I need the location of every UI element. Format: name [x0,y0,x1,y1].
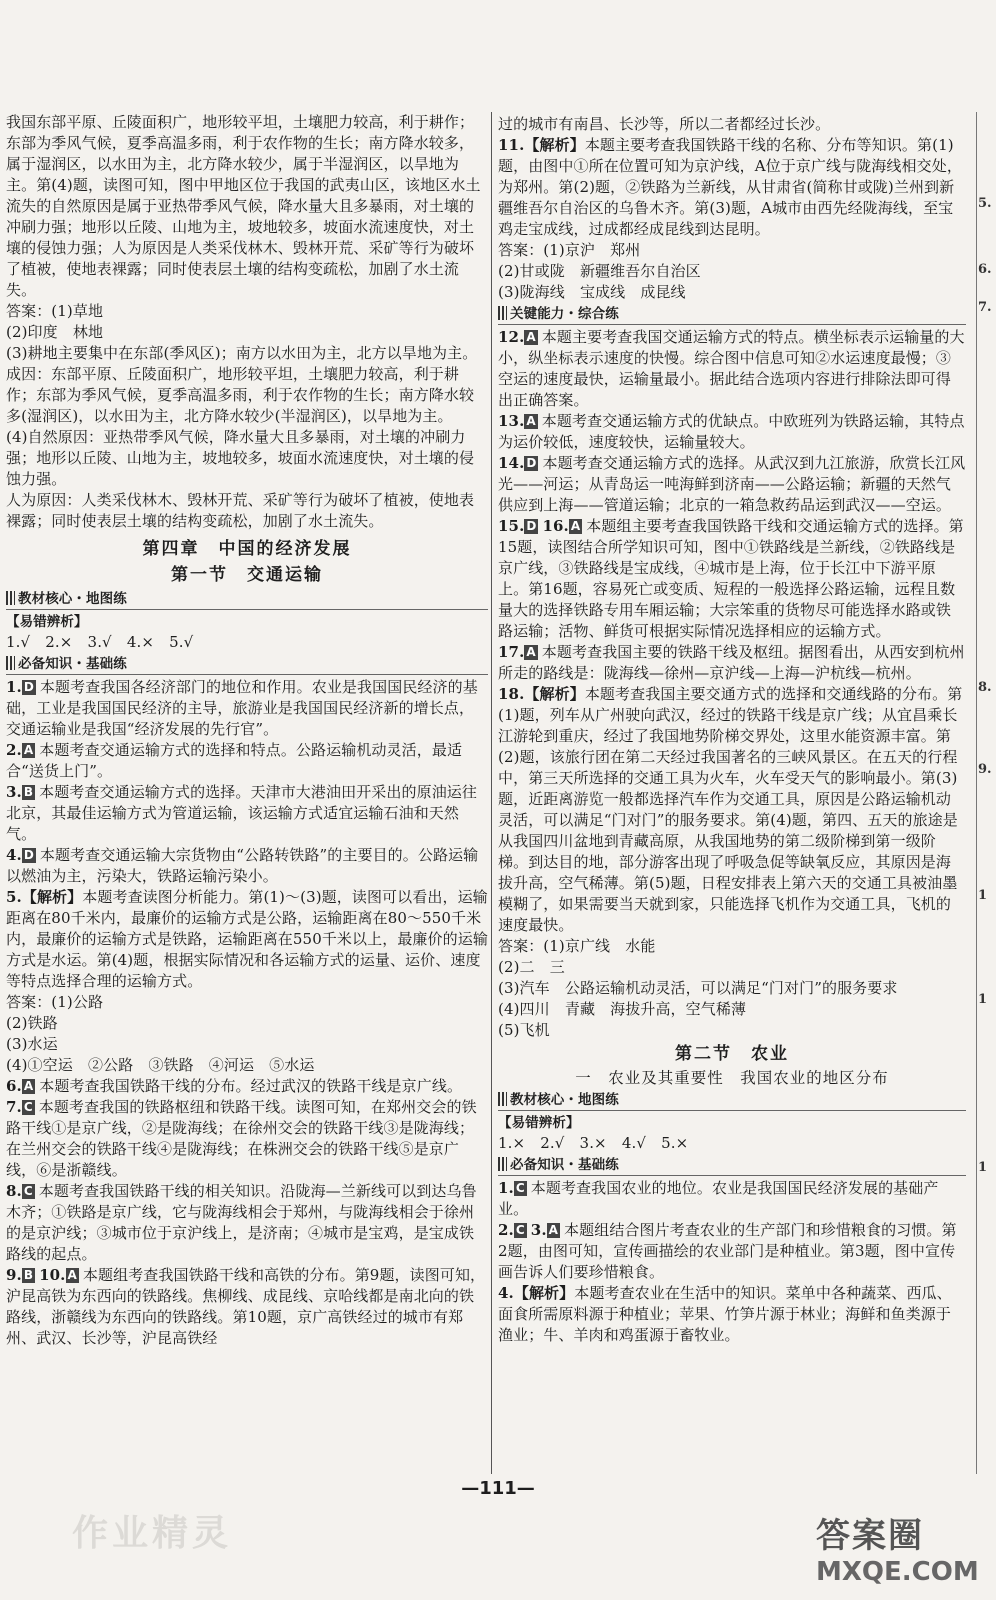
edge-char: 7. [978,300,992,315]
answer-line: (3)汽车 公路运输机动灵活，可以满足“门对门”的服务要求 [498,979,898,997]
question-item: 9. B 10. A 本题组考查我国铁路干线和高铁的分布。第9题，读图可知，沪昆高铁为东西向的铁路线。焦柳线、成昆线、京哈线都是南北向的铁路线，浙赣线为东西向的铁路线。第10题，京广高铁经过的城市有郑州、武汉、长沙等，沪昆高铁经 [6,1266,486,1347]
question-item: 14. D 本题考查交通运输方式的选择。从武汉到九江旅游，欣赏长江风光——河运；从青岛运一吨海鲜到济南——公路运输；新疆的天然气供应到上海——管道运输；北京的一箱急救药品运到武汉——空运。 [498,454,966,514]
question-item: 7. C 本题考查我国的铁路枢纽和铁路干线。读图可知，在郑州交会的铁路干线①是京广线，②是陇海线；在徐州交会的铁路干线③是陇海线；在兰州交会的铁路干线④是陇海线；在株洲交会的铁路干线⑤是京广线，⑥是浙赣线。 [6,1098,477,1179]
edge-char: 1 [978,1160,988,1175]
question-item: 4. D 本题考查交通运输大宗货物由“公路转铁路”的主要目的。公路运输以燃油为主，污染大，铁路运输污染小。 [6,846,479,885]
answer-box: B [23,1268,34,1282]
left-column [6,112,488,1349]
answer-box: B [23,785,34,799]
question-item: 15. D 16. A 本题组主要考查我国铁路干线和交通运输方式的选择。第15题，读图结合所学知识可知，图中①铁路线是兰新线，②铁路线是京广线，③铁路线是宝成线，④城市是上海，位于长江中下游平原上。第16题，容易死亡或变质、短程的一般选择公路运输，远程且数量大的选择铁路专用车厢运输；大宗笨重的货物尽可能选择水路或铁路运输；活物、鲜货可根据实际情况选择相应的运输方式。 [498,517,964,640]
answer-box: A [526,414,536,428]
judge-answers: 1.√ 2.× 3.√ 4.× 5.√ [6,633,194,651]
watermark-right [816,1508,986,1588]
banner-mark-icon [498,1092,507,1106]
answer-box: A [23,1079,34,1093]
banner-mark-icon [498,306,507,320]
edge-char: 6. [978,262,992,277]
answer-box: C [23,1184,33,1198]
question-item: 8. C 本题考查我国铁路干线的相关知识。沿陇海—兰新线可以到达乌鲁木齐；①铁路是京广线，它与陇海线相会于郑州，与陇海线相会于徐州的是京沪线；③城市位于京沪线上，是济南；④城市是宝鸡，是宝成铁路线的起点。 [6,1182,477,1263]
question-item: 18.【解析】本题考查我国主要交通方式的选择和交通线路的分布。第(1)题，列车从广州驶向武汉，经过的铁路干线是京广线；从宜昌乘长江游轮到重庆，经过了我国地势阶梯交界处，这里水能资源丰富。第(2)题，该旅行团在第二天经过我国著名的三峡风景区。在五天的行程中，第三天所选择的交通工具为火车，火车受天气的影响最小。第(3)题，近距离游览一般都选择汽车作为交通工具，原因是公路运输机动灵活，可以满足“门对门”的服务要求。第(4)题，第四、五天的旅途是从我国四川盆地到青藏高原，从我国地势的第二级阶梯到第一级阶梯。到达目的地，部分游客出现了呼吸急促等缺氧反应，其原因是海拔升高，空气稀薄。第(5)题，日程安排表上第六天的交通工具被油墨模糊了，如果需要当天就到家，只能选择飞机作为交通工具，飞机的速度最快。 [498,685,963,934]
answer-box: C [23,1100,33,1114]
answer-box: A [23,743,34,757]
answer-line: 答案：(1)草地 [6,302,104,320]
page-number: —111— [461,1478,535,1499]
error-analysis-tag: 【易错辨析】 [498,1115,580,1131]
question-item: 12. A 本题主要考查我国交通运输方式的特点。横坐标表示运输量的大小，纵坐标表示速度的快慢。综合图中信息可知②水运速度最慢；③空运的速度最快，运输量最小。据此结合选项内容进行排除法即可得出正确答案。 [498,328,965,409]
answer-box: A [67,1268,77,1282]
answer-line: (2)甘或陇 新疆维吾尔自治区 [498,262,701,280]
banner-mark-icon [6,656,15,670]
answer-line: (3)耕地主要集中在东部(季风区)；南方以水田为主，北方以旱地为主。 [6,344,478,362]
section-title: 第一节 交通运输 [171,565,323,585]
edge-char: 1 [978,992,988,1007]
question-item: 1. D 本题考查我国各经济部门的地位和作用。农业是我国国民经济的基础，工业是我国国民经济的主导，旅游业是我国国民经济新的增长点，交通运输业是我国“经济发展的先行官”。 [6,678,478,738]
banner-core: 教材核心・地图练 [6,590,488,610]
answer-line: 答案：(1)京沪 郑州 [498,241,641,259]
answer-box: A [548,1223,559,1237]
question-item: 2. C 3. A 本题组结合图片考查农业的生产部门和珍惜粮食的习惯。第2题，由图可知，宣传画描绘的农业部门是种植业。第3题，图中宣传画告诉人们要珍惜粮食。 [498,1221,957,1281]
question-item: 4.【解析】本题考查农业在生活中的知识。菜单中各种蔬菜、西瓜、面食所需原料源于种植业；苹果、竹笋片源于林业；海鲜和鱼类源于渔业；牛、羊肉和鸡蛋源于畜牧业。 [498,1284,952,1344]
question-item: 2. A 本题考查交通运输方式的选择和特点。公路运输机动灵活，最适合“送货上门”。 [6,741,463,780]
paragraph: 我国东部平原、丘陵面积广，地形较平坦，土壤肥力较高，利于耕作；东部为季风气候，夏季高温多雨，利于农作物的生长；南方降水较多，属于湿润区，以水田为主，北方降水较少，属于半湿润区，以旱地为主。第(4)题，读图可知，图中甲地区位于我国的武夷山区，该地区水土流失的自然原因是属于亚热带季风气候，降水量大且多暴雨，对土壤的冲刷力强；地形以丘陵、山地为主，坡地较多，坡面水流速度快，对土壤的侵蚀力强；人为原因是人类采伐林木、毁林开荒、采矿等行为破坏了植被，使地表裸露；同时使表层土壤的结构变疏松，加剧了水土流失。 [6,113,481,299]
answer-line: (5)飞机 [498,1021,550,1039]
answer-box: A [526,330,536,344]
watermark-logo-text: 答案圈 [816,1516,924,1556]
answer-box: D [23,848,34,862]
question-item: 3. B 本题考查交通运输方式的选择。天津市大港油田开采出的原油运往北京，其最佳运输方式为管道运输，该运输方式适宜运输石油和天然气。 [6,783,478,843]
answer-line: 人为原因：人类采伐林木、毁林开荒、采矿等行为破坏了植被，使地表裸露；同时使表层土壤的结构变疏松，加剧了水土流失。 [6,491,475,530]
answer-box: D [526,519,537,533]
watermark-url: MXQE.COM [816,1557,979,1587]
answer-line: 答案：(1)京广线 水能 [498,937,656,955]
answer-line: 答案：(1)公路 [6,993,104,1011]
right-column [498,114,966,1346]
chapter-title: 第四章 中国的经济发展 [142,539,352,559]
section-title: 第二节 农业 [675,1044,789,1064]
answer-box: A [526,645,536,659]
answer-line: (4)①空运 ②公路 ③铁路 ④河运 ⑤水运 [6,1056,315,1074]
banner-key: 关键能力・综合练 [498,305,966,325]
page-edge-line [976,112,977,1474]
answer-box: C [515,1181,525,1195]
answer-box: C [515,1223,525,1237]
banner-mark-icon [498,1157,507,1171]
edge-char: 8. [978,680,992,695]
answer-line: (2)二 三 [498,958,565,976]
question-item: 17. A 本题考查我国主要的铁路干线及枢纽。据图看出，从西安到杭州所走的路线是：陇海线—徐州—京沪线—上海—沪杭线—杭州。 [498,643,965,682]
question-item: 6. A 本题考查我国铁路干线的分布。经过武汉的铁路干线是京广线。 [6,1077,463,1095]
edge-char: 1 [978,888,988,903]
edge-char: 5. [978,196,992,211]
answer-box: A [570,519,581,533]
question-item: 11.【解析】本题主要考查我国铁路干线的名称、分布等知识。第(1)题，由图中①所在位置可知为京沪线，A位于京广线与陇海线相交处，为郑州。第(2)题，②铁路为兰新线，从甘肃省(简称甘或陇)兰州到新疆维吾尔自治区的乌鲁木齐。第(3)题，A城市由西先经陇海线，至宝鸡走宝成线，过成都经成昆线到达昆明。 [498,136,962,238]
banner-mark-icon [6,591,15,605]
question-item: 5.【解析】本题考查读图分析能力。第(1)～(3)题，读图可以看出，运输距离在80千米内，最廉价的运输方式是公路，运输距离在80～550千米内，最廉价的运输方式是铁路，运输距离在550千米以上，最廉价的运输方式是水运。第(4)题，根据实际情况和各运输方式的运量、运价、速度等特点选择合理的运输方式。 [6,888,488,990]
question-item: 13. A 本题考查交通运输方式的优缺点。中欧班列为铁路运输，其特点为运价较低，速度较快，运输量较大。 [498,412,965,451]
answer-line: (4)四川 青藏 海拔升高，空气稀薄 [498,1000,747,1018]
answer-box: D [526,456,537,470]
answer-line: (2)铁路 [6,1014,58,1032]
judge-answers: 1.× 2.√ 3.× 4.√ 5.× [498,1134,689,1152]
answer-line: 成因：东部平原、丘陵面积广，地形较平坦，土壤肥力较高，利于耕作；东部为季风气候，夏季高温多雨，利于农作物的生长；南方降水较多(湿润区)，以水田为主，北方降水较少(半湿润区)，以旱地为主。 [6,365,475,425]
error-analysis-tag: 【易错辨析】 [6,614,88,630]
banner-core: 教材核心・地图练 [498,1091,966,1111]
banner-basic: 必备知识・基础练 [498,1156,966,1176]
watermark-left: 作业精灵 [72,1512,233,1554]
paragraph: 过的城市有南昌、长沙等，所以二者都经过长沙。 [498,115,831,133]
banner-basic: 必备知识・基础练 [6,655,488,675]
answer-line: (3)水运 [6,1035,58,1053]
answer-line: (4)自然原因：亚热带季风气候，降水量大且多暴雨，对土壤的冲刷力强；地形以丘陵、山地为主，坡地较多，坡面水流速度快，对土壤的侵蚀力强。 [6,428,475,488]
column-divider [491,112,492,1474]
subsection-title: 一 农业及其重要性 我国农业的地区分布 [575,1069,889,1087]
answer-line: (3)陇海线 宝成线 成昆线 [498,283,686,301]
question-item: 1. C 本题考查我国农业的地位。农业是我国国民经济发展的基础产业。 [498,1179,939,1218]
edge-char: 9. [978,762,992,777]
answer-box: D [23,680,34,694]
answer-line: (2)印度 林地 [6,323,104,341]
